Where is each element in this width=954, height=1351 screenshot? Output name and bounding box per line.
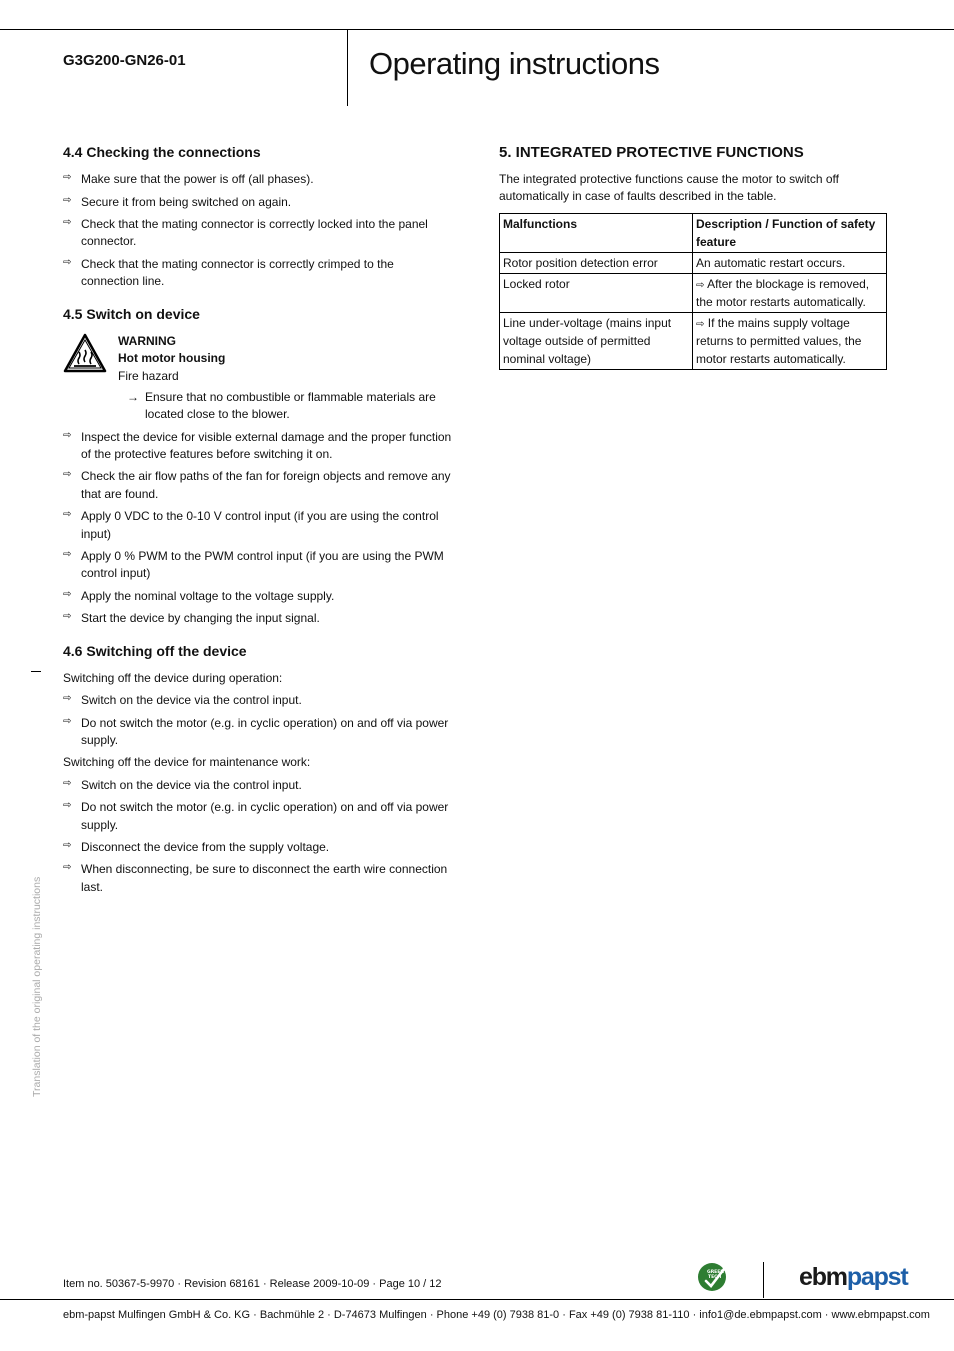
list-item: ⇨ Do not switch the motor (e.g. in cyclic operation) on and off via power supply. — [63, 715, 449, 747]
table-cell: Rotor position detection error — [500, 253, 693, 274]
double-arrow-right-icon: ⇨ — [63, 469, 72, 481]
table-header-row — [500, 214, 887, 253]
footer-item-line: Item no. 50367-5-9970 · Revision 68161 · Release 2009-10-09 · Page 10 / 12 — [63, 1278, 442, 1290]
list-item: ⇨ Apply 0 VDC to the 0-10 V control input (if you are using the control input) — [63, 509, 439, 541]
header-divider — [347, 29, 348, 106]
list-item: ⇨ Switch on the device via the control input. — [63, 693, 302, 708]
warning-title: Hot motor housing — [118, 351, 226, 366]
double-arrow-right-icon: ⇨ — [63, 429, 72, 441]
ebmpapst-logo: ebmpapst — [799, 1263, 908, 1291]
arrow-right-icon: → — [127, 389, 139, 404]
section-heading: 4.5 Switch on device — [63, 305, 200, 322]
double-arrow-right-icon: ⇨ — [63, 194, 72, 206]
double-arrow-right-icon: ⇨ — [63, 172, 72, 184]
paragraph: Switching off the device for maintenance work: — [63, 755, 311, 770]
list-item: ⇨ Disconnect the device from the supply voltage. — [63, 839, 330, 854]
list-item: ⇨ Make sure that the power is off (all phases). — [63, 172, 314, 187]
footer-divider — [763, 1262, 764, 1298]
section-4-4 — [63, 143, 453, 291]
double-arrow-right-icon: ⇨ — [63, 216, 72, 228]
hot-surface-warning-icon — [63, 333, 107, 373]
checklist — [63, 692, 453, 749]
column-header: Malfunctions — [500, 214, 693, 253]
section-heading: 4.6 Switching off the device — [63, 642, 247, 659]
right-column — [499, 143, 889, 370]
double-arrow-right-icon: ⇨ — [63, 611, 72, 623]
section-4-5 — [63, 305, 453, 628]
warning-subtitle: Fire hazard — [118, 368, 179, 383]
list-item: ⇨ Inspect the device for visible external damage and the proper function of the protective features before switching it on. — [63, 429, 452, 462]
double-arrow-right-icon: ⇨ — [63, 862, 72, 874]
page-title: Operating instructions — [369, 46, 660, 81]
list-item: ⇨ Check that the mating connector is correctly locked into the panel connector. — [63, 216, 428, 249]
footer-address: ebm-papst Mulfingen GmbH & Co. KG · Bachmühle 2 · D-74673 Mulfingen · Phone +49 (0) 7938 81-0 · Fax +49 (0) 7938 81-110 · info1@de.ebmpapst.com · www.ebmpapst.com — [63, 1309, 930, 1321]
model-number: G3G200-GN26-01 — [63, 52, 186, 69]
header-top-rule — [0, 29, 954, 30]
list-item: ⇨ Switch on the device via the control input. — [63, 777, 302, 792]
warning-label: WARNING — [118, 333, 176, 348]
double-arrow-right-icon: ⇨ — [696, 280, 705, 292]
double-arrow-right-icon: ⇨ — [63, 800, 72, 812]
checklist — [63, 171, 453, 290]
list-item: ⇨ Check the air flow paths of the fan for foreign objects and remove any that are found. — [63, 469, 451, 501]
table-cell: ⇨ After the blockage is removed, the motor restarts automatically. — [693, 274, 887, 313]
table-cell: ⇨ If the mains supply voltage returns to permitted values, the motor restarts automatically. — [693, 313, 887, 370]
column-header: Description / Function of safety feature — [693, 214, 887, 253]
checklist — [63, 777, 453, 896]
table-row — [500, 313, 887, 370]
table-row — [500, 253, 887, 274]
section-heading: 5. INTEGRATED PROTECTIVE FUNCTIONS — [499, 144, 804, 161]
checklist — [63, 429, 453, 628]
table-row — [500, 274, 887, 313]
paragraph: Switching off the device during operation: — [63, 670, 283, 685]
paragraph: The integrated protective functions cause the motor to switch off automatically in case of faults described in the table. — [499, 171, 839, 203]
svg-text:GREEN: GREEN — [707, 1270, 725, 1275]
list-item: ⇨ Start the device by changing the input signal. — [63, 611, 320, 626]
table-cell: An automatic restart occurs. — [693, 253, 887, 274]
footer-rule — [0, 1299, 954, 1300]
margin-mark — [31, 671, 41, 672]
double-arrow-right-icon: ⇨ — [696, 319, 705, 331]
warning-instruction: → Ensure that no combustible or flammable materials are located close to the blower. — [127, 389, 436, 422]
warning-block — [63, 333, 453, 385]
svg-text:TECH: TECH — [708, 1275, 722, 1280]
list-item: ⇨ When disconnecting, be sure to disconnect the earth wire connection last. — [63, 862, 448, 894]
double-arrow-right-icon: ⇨ — [63, 777, 72, 789]
vertical-sidebar-text: Translation of the original operating instructions — [31, 876, 43, 1097]
protective-functions-table — [499, 213, 887, 370]
list-item: ⇨ Do not switch the motor (e.g. in cyclic operation) on and off via power supply. — [63, 800, 449, 832]
double-arrow-right-icon: ⇨ — [63, 839, 72, 851]
list-item: ⇨ Secure it from being switched on again. — [63, 194, 292, 209]
table-cell: Line under-voltage (mains input voltage outside of permitted nominal voltage) — [500, 313, 693, 370]
double-arrow-right-icon: ⇨ — [63, 588, 72, 600]
list-item: ⇨ Apply the nominal voltage to the voltage supply. — [63, 588, 335, 603]
left-column — [63, 143, 453, 910]
double-arrow-right-icon: ⇨ — [63, 256, 72, 268]
list-item: ⇨ Check that the mating connector is correctly crimped to the connection line. — [63, 256, 394, 289]
table-cell: Locked rotor — [500, 274, 693, 313]
double-arrow-right-icon: ⇨ — [63, 549, 72, 561]
double-arrow-right-icon: ⇨ — [63, 715, 72, 727]
section-4-6 — [63, 642, 453, 896]
section-heading: 4.4 Checking the connections — [63, 144, 261, 160]
list-item: ⇨ Apply 0 % PWM to the PWM control input (if you are using the PWM control input) — [63, 549, 444, 581]
double-arrow-right-icon: ⇨ — [63, 693, 72, 705]
green-tech-badge-icon — [697, 1262, 729, 1292]
double-arrow-right-icon: ⇨ — [63, 509, 72, 521]
